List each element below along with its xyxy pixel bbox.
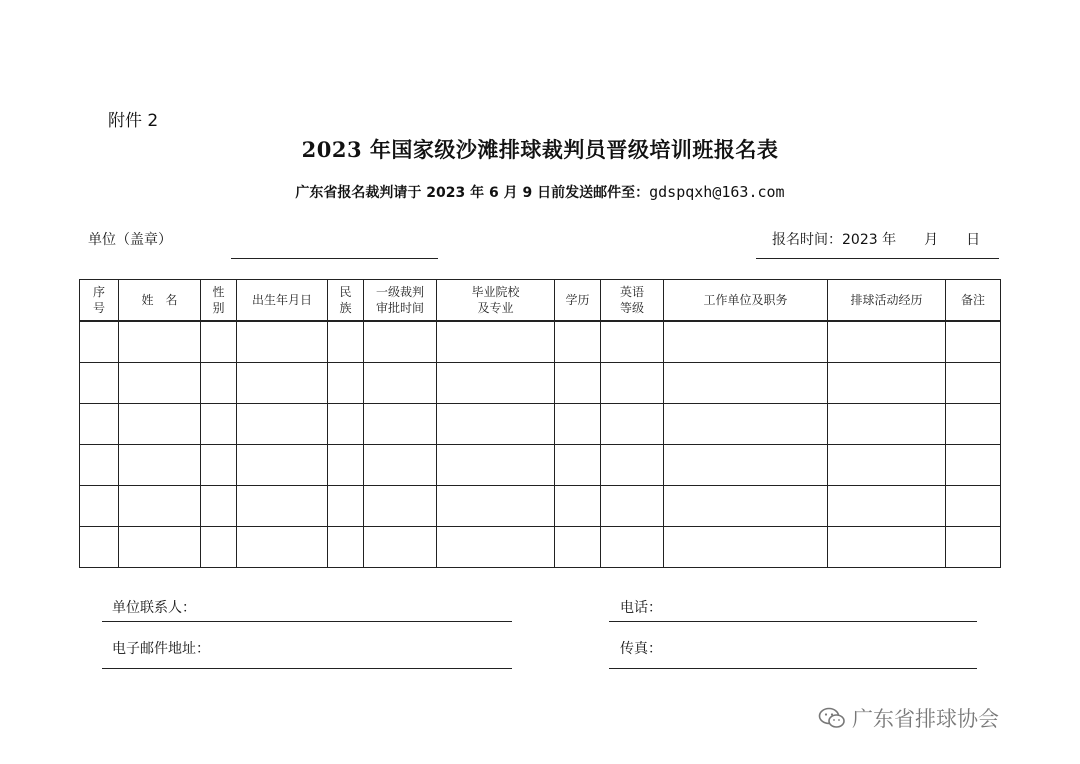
table-cell[interactable] (237, 363, 328, 404)
table-cell[interactable] (201, 321, 237, 363)
table-cell[interactable] (946, 404, 1001, 445)
header-cell-ethnicity: 民 族 (328, 280, 364, 322)
table-cell[interactable] (201, 486, 237, 527)
table-cell[interactable] (328, 363, 364, 404)
table-cell[interactable] (601, 321, 664, 363)
registration-table (79, 279, 1001, 568)
unit-seal-line (231, 258, 438, 259)
table-header-row (80, 280, 1001, 322)
registration-date-line (756, 258, 999, 259)
fax-label: 传真： (620, 641, 662, 657)
table-cell[interactable] (437, 445, 555, 486)
table-row (80, 321, 1001, 363)
table-cell[interactable] (946, 363, 1001, 404)
notice-email: gdspqxh@163.com (649, 183, 785, 201)
table-cell[interactable] (555, 527, 601, 568)
fax-line (609, 668, 977, 669)
table-cell[interactable] (328, 527, 364, 568)
table-cell[interactable] (237, 486, 328, 527)
annex-label: 附件 2 (108, 111, 159, 131)
table-cell[interactable] (664, 404, 828, 445)
table-cell[interactable] (601, 363, 664, 404)
table-cell[interactable] (555, 363, 601, 404)
watermark-text: 广东省排球协会 (852, 707, 999, 731)
phone-line (609, 621, 977, 622)
table-row (80, 445, 1001, 486)
header-cell-volleyball-experience: 排球活动经历 (828, 280, 946, 322)
table-row (80, 363, 1001, 404)
unit-seal-label: 单位（盖章） (88, 232, 172, 248)
table-cell[interactable] (364, 445, 437, 486)
table-cell[interactable] (364, 404, 437, 445)
submission-notice (0, 182, 1080, 202)
header-cell-name: 姓 名 (119, 280, 201, 322)
table-cell[interactable] (437, 363, 555, 404)
table-cell[interactable] (664, 527, 828, 568)
table-cell[interactable] (828, 321, 946, 363)
table-cell[interactable] (601, 404, 664, 445)
table-cell[interactable] (437, 486, 555, 527)
table-cell[interactable] (946, 321, 1001, 363)
table-cell[interactable] (80, 527, 119, 568)
table-row (80, 404, 1001, 445)
contact-person-line (102, 621, 512, 622)
table-cell[interactable] (119, 486, 201, 527)
table-cell[interactable] (119, 445, 201, 486)
table-cell[interactable] (201, 404, 237, 445)
notice-text: 广东省报名裁判请于 2023 年 6 月 9 日前发送邮件至： (295, 185, 650, 201)
table-cell[interactable] (828, 445, 946, 486)
table-cell[interactable] (364, 363, 437, 404)
table-cell[interactable] (328, 486, 364, 527)
table-cell[interactable] (119, 527, 201, 568)
account-watermark (818, 703, 999, 733)
table-cell[interactable] (328, 445, 364, 486)
table-cell[interactable] (601, 445, 664, 486)
table-cell[interactable] (664, 486, 828, 527)
table-cell[interactable] (555, 445, 601, 486)
table-cell[interactable] (80, 445, 119, 486)
header-cell-school-major: 毕业院校 及专业 (437, 280, 555, 322)
table-cell[interactable] (80, 321, 119, 363)
table-cell[interactable] (664, 321, 828, 363)
table-cell[interactable] (364, 527, 437, 568)
table-cell[interactable] (237, 445, 328, 486)
table-cell[interactable] (364, 321, 437, 363)
table-cell[interactable] (664, 363, 828, 404)
wechat-icon (818, 706, 846, 730)
table-cell[interactable] (119, 321, 201, 363)
email-address-line (102, 668, 512, 669)
table-cell[interactable] (80, 404, 119, 445)
table-cell[interactable] (828, 363, 946, 404)
header-cell-education: 学历 (555, 280, 601, 322)
table-body (80, 321, 1001, 568)
table-cell[interactable] (946, 445, 1001, 486)
contact-person-label: 单位联系人： (112, 600, 196, 616)
table-cell[interactable] (201, 363, 237, 404)
table-cell[interactable] (119, 363, 201, 404)
email-address-label: 电子邮件地址： (112, 641, 210, 657)
table-cell[interactable] (201, 527, 237, 568)
table-cell[interactable] (80, 486, 119, 527)
table-cell[interactable] (237, 321, 328, 363)
table-cell[interactable] (437, 321, 555, 363)
header-cell-birthdate: 出生年月日 (237, 280, 328, 322)
table-cell[interactable] (237, 404, 328, 445)
phone-label: 电话： (620, 600, 662, 616)
table-cell[interactable] (664, 445, 828, 486)
table-cell[interactable] (601, 527, 664, 568)
table-cell[interactable] (237, 527, 328, 568)
table-cell[interactable] (119, 404, 201, 445)
table-row (80, 527, 1001, 568)
table-cell[interactable] (828, 527, 946, 568)
header-cell-employer-position: 工作单位及职务 (664, 280, 828, 322)
header-cell-remarks: 备注 (946, 280, 1001, 322)
table-cell[interactable] (828, 404, 946, 445)
registration-date-label: 报名时间：2023 年 月 日 (772, 232, 981, 248)
table-cell[interactable] (555, 404, 601, 445)
table-cell[interactable] (946, 486, 1001, 527)
table-cell[interactable] (437, 527, 555, 568)
header-cell-approval-date: 一级裁判 审批时间 (364, 280, 437, 322)
table-cell[interactable] (80, 363, 119, 404)
table-row (80, 486, 1001, 527)
header-cell-english-level: 英语 等级 (601, 280, 664, 322)
table-cell[interactable] (828, 486, 946, 527)
table-cell[interactable] (555, 486, 601, 527)
table-cell[interactable] (328, 321, 364, 363)
table-cell[interactable] (364, 486, 437, 527)
header-cell-index: 序 号 (80, 280, 119, 322)
table-cell[interactable] (555, 321, 601, 363)
header-cell-gender: 性 别 (201, 280, 237, 322)
table-cell[interactable] (328, 404, 364, 445)
table-cell[interactable] (437, 404, 555, 445)
form-title: 2023 年国家级沙滩排球裁判员晋级培训班报名表 (301, 137, 779, 162)
table-cell[interactable] (201, 445, 237, 486)
table-cell[interactable] (946, 527, 1001, 568)
table-cell[interactable] (601, 486, 664, 527)
